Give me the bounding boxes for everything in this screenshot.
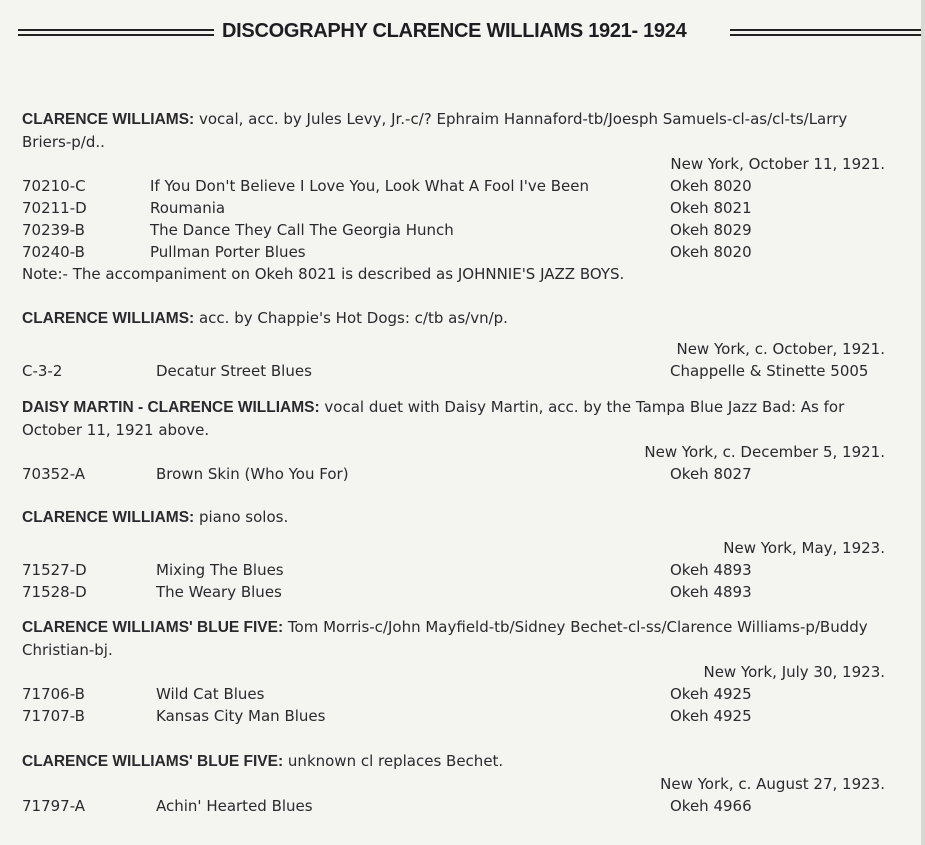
track-row [22, 219, 885, 241]
record-label: Okeh 4925 [670, 707, 752, 725]
session-2 [22, 307, 885, 382]
track-row [22, 463, 885, 485]
session-header [22, 616, 885, 661]
session-header [22, 506, 885, 529]
title-rule-left [18, 29, 214, 36]
matrix-number: 71528-D [22, 583, 87, 601]
matrix-number: 70239-B [22, 221, 85, 239]
session-location: New York, October 11, 1921. [670, 155, 885, 173]
personnel: vocal duet with Daisy Martin, acc. by the Tampa Blue Jazz Bad: As for October 11, 1921 above. [22, 398, 845, 439]
record-label: Okeh 4893 [670, 561, 752, 579]
session-header [22, 108, 885, 153]
artist-name: DAISY MARTIN - CLARENCE WILLIAMS: [22, 399, 320, 416]
personnel: Tom Morris-c/John Mayfield-tb/Sidney Bechet-cl-ss/Clarence Williams-p/Buddy Christian-bj. [22, 618, 868, 659]
track-row [22, 683, 885, 705]
artist-name: CLARENCE WILLIAMS: [22, 310, 195, 327]
track-row [22, 175, 885, 197]
track-row [22, 559, 885, 581]
record-label: Okeh 8027 [670, 465, 752, 483]
track-title: If You Don't Believe I Love You, Look What A Fool I've Been [150, 177, 589, 195]
record-label: Okeh 8021 [670, 199, 752, 217]
title-rule-right [730, 29, 923, 36]
track-title: Wild Cat Blues [156, 685, 265, 703]
track-row [22, 581, 885, 603]
record-label: Okeh 4966 [670, 797, 752, 815]
personnel: piano solos. [194, 508, 289, 526]
artist-name: CLARENCE WILLIAMS' BLUE FIVE: [22, 619, 284, 636]
session-location: New York, c. August 27, 1923. [660, 775, 885, 793]
matrix-number: 70240-B [22, 243, 85, 261]
matrix-number: 70210-C [22, 177, 86, 195]
track-title: The Weary Blues [156, 583, 282, 601]
page-edge-shadow [921, 0, 925, 845]
record-label: Okeh 8020 [670, 243, 752, 261]
track-title: Decatur Street Blues [156, 362, 312, 380]
track-title: Mixing The Blues [156, 561, 284, 579]
matrix-number: 70211-D [22, 199, 87, 217]
artist-name: CLARENCE WILLIAMS: [22, 509, 195, 526]
track-title: Brown Skin (Who You For) [156, 465, 349, 483]
track-title: Achin' Hearted Blues [156, 797, 313, 815]
track-title: The Dance They Call The Georgia Hunch [150, 221, 454, 239]
track-row [22, 241, 885, 263]
record-label: Okeh 8020 [670, 177, 752, 195]
track-row [22, 795, 885, 817]
session-location: New York, c. October, 1921. [676, 340, 885, 358]
record-label: Chappelle & Stinette 5005 [670, 362, 869, 380]
session-6 [22, 750, 885, 817]
title-row [18, 18, 923, 48]
matrix-number: 71707-B [22, 707, 85, 725]
session-header [22, 750, 885, 773]
personnel: unknown cl replaces Bechet. [283, 752, 504, 770]
artist-name: CLARENCE WILLIAMS: [22, 111, 195, 128]
track-row [22, 705, 885, 727]
track-row [22, 197, 885, 219]
session-location: New York, May, 1923. [723, 539, 885, 557]
personnel: acc. by Chappie's Hot Dogs: c/tb as/vn/p. [194, 309, 508, 327]
record-label: Okeh 4925 [670, 685, 752, 703]
track-row [22, 360, 885, 382]
session-5 [22, 616, 885, 727]
session-4 [22, 506, 885, 603]
session-header [22, 307, 885, 330]
matrix-number: 70352-A [22, 465, 86, 483]
session-1 [22, 108, 885, 285]
matrix-number: 71706-B [22, 685, 85, 703]
matrix-number: C-3-2 [22, 362, 63, 380]
session-location: New York, c. December 5, 1921. [644, 443, 885, 461]
track-title: Kansas City Man Blues [156, 707, 326, 725]
record-label: Okeh 8029 [670, 221, 752, 239]
session-location: New York, July 30, 1923. [703, 663, 885, 681]
track-title: Roumania [150, 199, 226, 217]
artist-name: CLARENCE WILLIAMS' BLUE FIVE: [22, 753, 284, 770]
record-label: Okeh 4893 [670, 583, 752, 601]
matrix-number: 71527-D [22, 561, 87, 579]
personnel: vocal, acc. by Jules Levy, Jr.-c/? Ephraim Hannaford-tb/Joesph Samuels-cl-as/cl-ts/Larry Briers-p/d.. [22, 110, 848, 151]
session-3 [22, 396, 885, 485]
matrix-number: 71797-A [22, 797, 86, 815]
session-header [22, 396, 885, 441]
session-note: Note:- The accompaniment on Okeh 8021 is described as JOHNNIE'S JAZZ BOYS. [22, 265, 625, 283]
page-title: DISCOGRAPHY CLARENCE WILLIAMS 1921- 1924 [222, 20, 687, 42]
track-title: Pullman Porter Blues [150, 243, 306, 261]
